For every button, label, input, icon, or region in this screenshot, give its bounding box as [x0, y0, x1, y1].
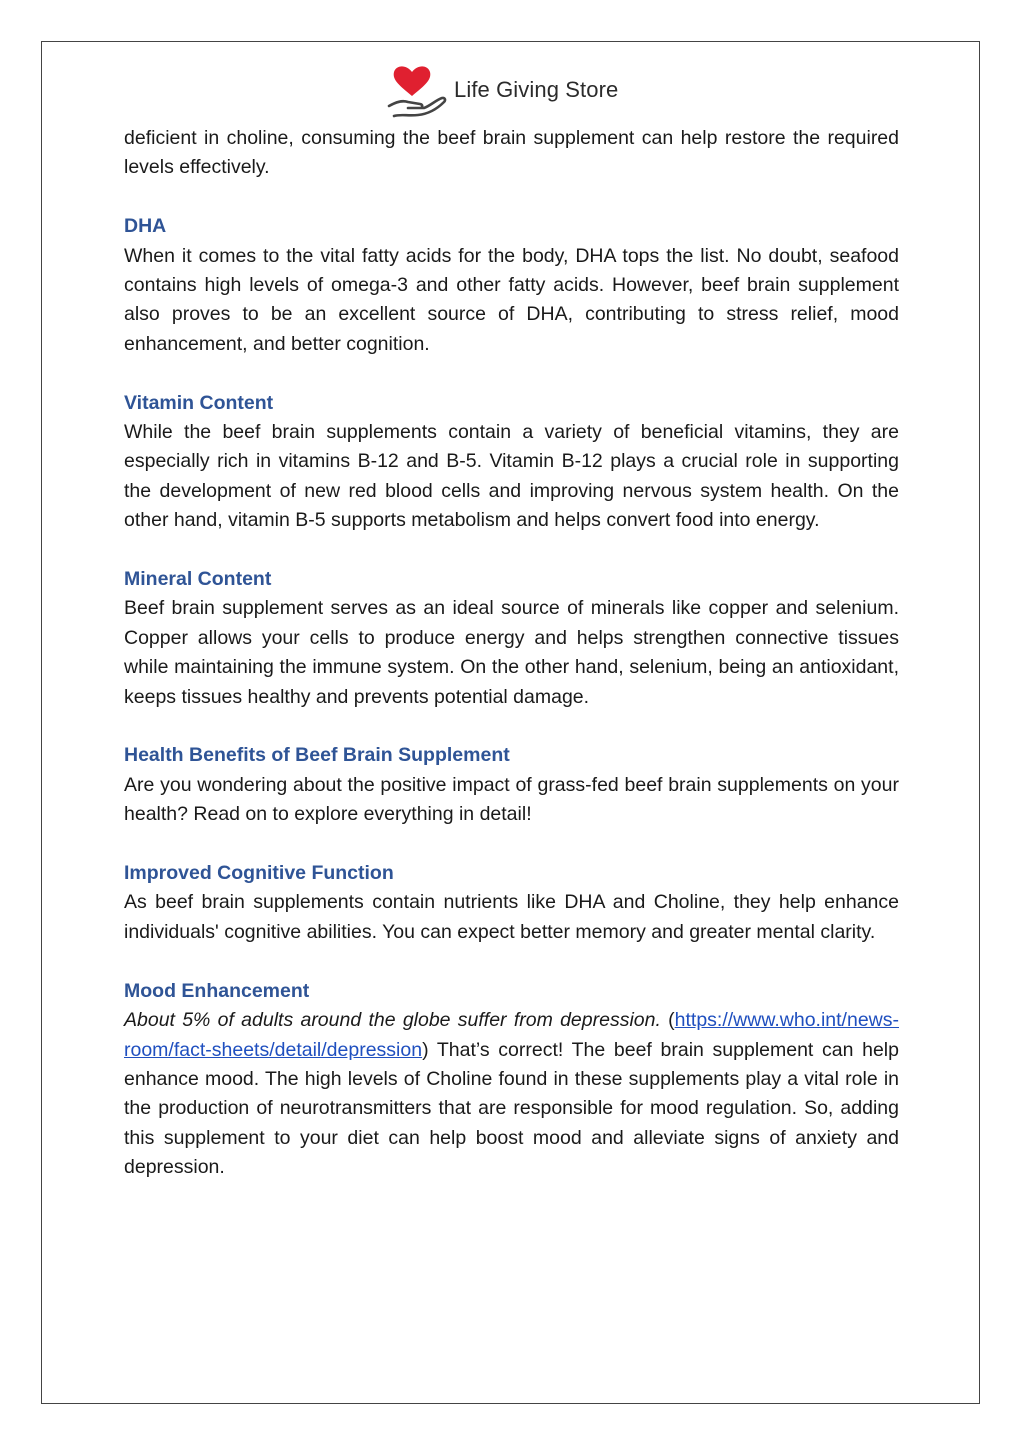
intro-paragraph: deficient in choline, consuming the beef brain supplement can help restore the required levels effectively. [124, 127, 899, 179]
paren-open: ( [668, 1009, 675, 1032]
paragraph-vitamin-content: While the beef brain supplements contain a variety of beneficial vitamins, they are especially rich in vitamins B-12 and B-5. Vitamin B-12 plays a crucial role in supporting the development of new red blood cells and improving nervous system health. On the other hand, vitamin B-5 supports metabolism and helps convert food into energy. [124, 421, 899, 532]
paragraph-cognitive-function: As beef brain supplements contain nutrients like DHA and Choline, they help enhance individuals' cognitive abilities. You can expect better memory and greater mental clarity. [124, 891, 899, 943]
heading-vitamin-content: Vitamin Content [124, 391, 274, 414]
paragraph-health-benefits: Are you wondering about the positive impact of grass-fed beef brain supplements on your health? Read on to explore everything in detail! [124, 773, 899, 826]
document-body [124, 124, 899, 1183]
brand-name: Life Giving Store [454, 77, 619, 102]
logo [386, 62, 618, 118]
mood-body-text: That’s correct! The beef brain supplement can help enhance mood. The high levels of Choline found in these supplements play a vital role in the production of neurotransmitters that are responsible for mood regulation. So, adding this supplement to your diet can help boost mood and alleviate signs of anxiety and depression. [124, 1038, 899, 1179]
heart-in-hand-icon [386, 62, 448, 118]
italic-statistic: About 5% of adults around the globe suffer from depression. [124, 1009, 661, 1032]
heading-health-benefits: Health Benefits of Beef Brain Supplement [124, 744, 510, 767]
heading-mood-enhancement: Mood Enhancement [124, 979, 310, 1002]
paren-close: ) [422, 1038, 429, 1061]
paragraph-mood-enhancement [124, 1006, 899, 1182]
paragraph-dha: When it comes to the vital fatty acids for the body, DHA tops the list. No doubt, seafood contains high levels of omega-3 and other fatty acids. However, beef brain supplement also proves to be an excellent source of DHA, contributing to stress relief, mood enhancement, and better cognition. [124, 244, 899, 355]
heading-dha: DHA [124, 215, 167, 238]
paragraph-mineral-content: Beef brain supplement serves as an ideal source of minerals like copper and selenium. Copper allows your cells to produce energy and helps strengthen connective tissues while maintaining the immune system. On the other hand, selenium, being an antioxidant, keeps tissues healthy and prevents potential damage. [124, 597, 899, 708]
heading-mineral-content: Mineral Content [124, 568, 272, 591]
who-depression-link[interactable]: https://www.who.int/news-room/fact-sheets/detail/depression [124, 1009, 899, 1061]
heading-cognitive-function: Improved Cognitive Function [124, 862, 394, 885]
